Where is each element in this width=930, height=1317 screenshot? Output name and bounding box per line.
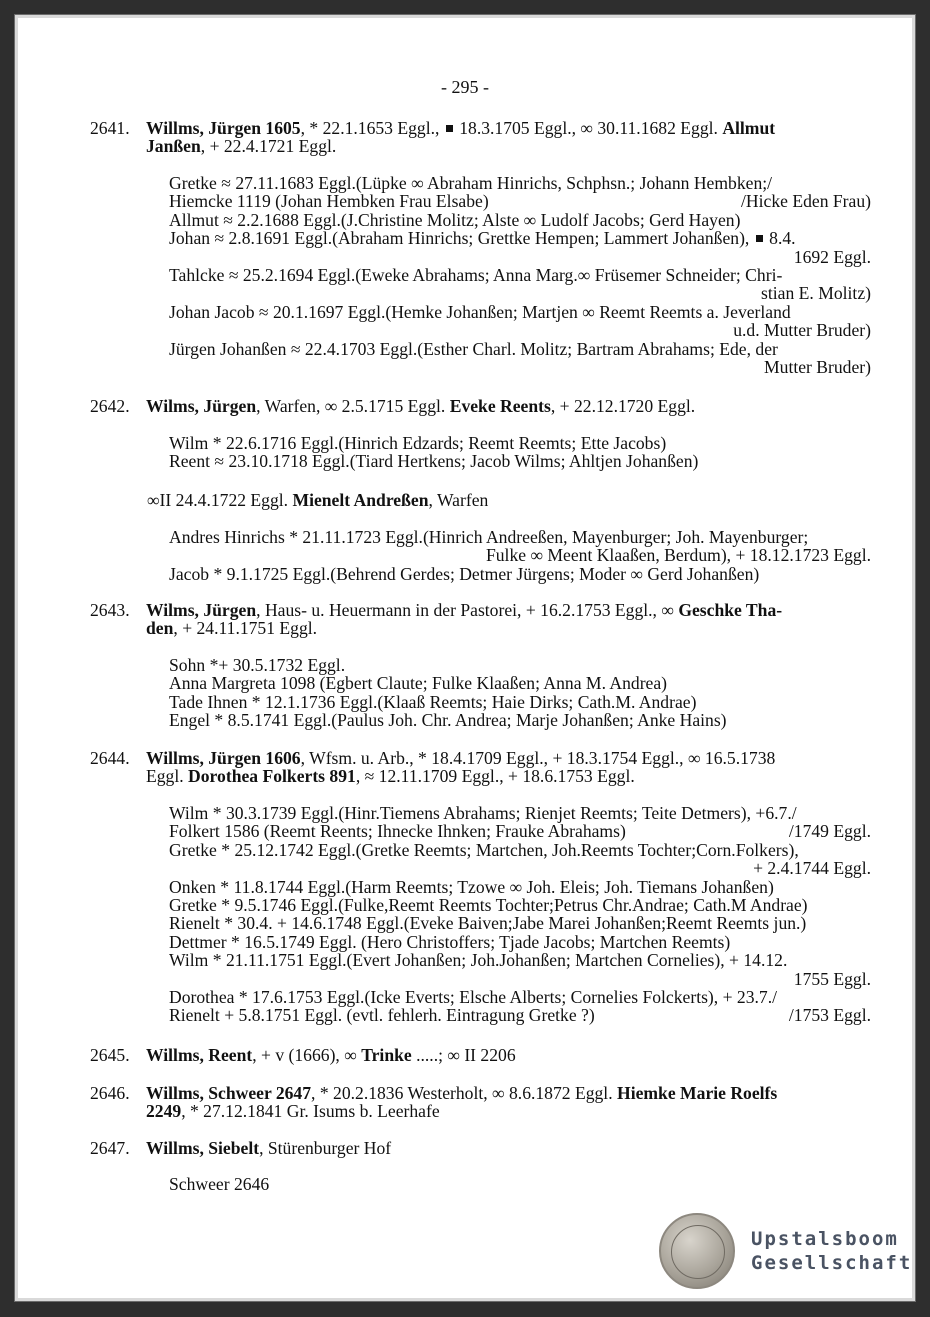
child-text: Folkert 1586 (Reemt Reents; Ihnecke Ihnken; Frauke Abrahams) — [169, 821, 626, 842]
child-line — [169, 229, 871, 247]
spouse-name: Dorothea Folkerts 891 — [188, 766, 356, 787]
entry-name: Wilms, Jürgen — [146, 396, 257, 416]
child-line: Wilm * 21.11.1751 Eggl.(Evert Johanßen; Joh.Johanßen; Martchen Cornelies), + 14.12. — [169, 950, 788, 971]
child-line: Rienelt * 30.4. + 14.6.1748 Eggl.(Eveke Baiven;Jabe Marei Johanßen;Reemt Reemts jun.) — [169, 913, 807, 934]
child-line: Gretke * 9.5.1746 Eggl.(Fulke,Reemt Reemts Tochter;Petrus Chr.Andrae; Cath.M Andrae) — [169, 895, 808, 916]
child-line: Mutter Bruder) — [764, 357, 871, 378]
entry-number: 2641. — [90, 118, 130, 138]
society-logo — [659, 1213, 913, 1298]
entry-name: Willms, Siebelt — [146, 1138, 260, 1158]
child-line: 1692 Eggl. — [793, 246, 871, 267]
entry-heading — [146, 119, 856, 156]
spouse-name: Geschke Tha- — [678, 600, 783, 620]
children-2643 — [169, 656, 871, 730]
spouse-name: Hiemke Marie Roelfs — [617, 1083, 778, 1103]
entry-text: , Wfsm. u. Arb., * 18.4.1709 Eggl., + 18.3.1754 Eggl., ∞ 16.5.1738 — [300, 748, 776, 768]
page-number: - 295 - — [441, 77, 489, 97]
spouse-name: den — [146, 618, 174, 639]
child-line: Wilm * 22.6.1716 Eggl.(Hinrich Edzards; Reemt Reemts; Ette Jacobs) — [169, 433, 667, 453]
child-line: 1755 Eggl. — [793, 968, 871, 989]
entry-number: 2647. — [90, 1138, 130, 1158]
entry-text: , + 24.11.1751 Eggl. — [173, 618, 318, 639]
society-name-line: Upstalsboom — [751, 1228, 899, 1250]
children-2644 — [169, 804, 871, 1025]
entry-heading — [146, 601, 856, 638]
entry-text: , + 22.4.1721 Eggl. — [200, 136, 337, 157]
child-line: Sohn *+ 30.5.1732 Eggl. — [169, 655, 346, 675]
child-line: Fulke ∞ Meent Klaaßen, Berdum), + 18.12.1723 Eggl. — [485, 545, 871, 566]
children-2641 — [169, 174, 871, 376]
document-page — [14, 14, 916, 1302]
entry-text: , Haus- u. Heuermann in der Pastorei, + 16.2.1753 Eggl., ∞ — [256, 600, 674, 620]
entry-heading — [146, 1139, 856, 1157]
child-text: Hiemcke 1119 (Johan Hembken Frau Elsabe) — [169, 191, 489, 212]
entry-text: Eggl. — [146, 766, 184, 787]
spouse-name: Trinke — [361, 1045, 412, 1065]
spouse-name: Janßen — [146, 136, 201, 157]
entry-name: Willms, Jürgen 1605 — [146, 118, 301, 138]
burial-icon — [446, 125, 453, 132]
children-2642 — [169, 434, 871, 471]
child-line: + 2.4.1744 Eggl. — [753, 858, 871, 879]
second-marriage — [147, 490, 488, 511]
child-line: Dettmer * 16.5.1749 Eggl. (Hero Christoffers; Tjade Jacobs; Martchen Reemts) — [169, 931, 731, 952]
entry-name: Willms, Schweer 2647 — [146, 1083, 312, 1103]
child-line — [169, 822, 871, 840]
entry-name: Willms, Jürgen 1606 — [146, 748, 301, 768]
entry-heading — [146, 397, 856, 415]
child-line — [169, 192, 871, 210]
child-text: 8.4. — [769, 228, 796, 249]
entry-text: , + v (1666), ∞ — [252, 1045, 357, 1065]
entry-text: , * 20.2.1836 Westerholt, ∞ 8.6.1872 Eggl. — [311, 1083, 613, 1103]
child-line: Reent ≈ 23.10.1718 Eggl.(Tiard Hertkens; Jacob Wilms; Ahltjen Johanßen) — [169, 451, 699, 472]
child-line: Tade Ihnen * 12.1.1736 Eggl.(Klaaß Reemts; Haie Dirks; Cath.M. Andrae) — [169, 691, 697, 712]
child-line: Gretke * 25.12.1742 Eggl.(Gretke Reemts; Martchen, Joh.Reemts Tochter;Corn.Folkers), — [169, 839, 799, 860]
child-line: Gretke ≈ 27.11.1683 Eggl.(Lüpke ∞ Abraham Hinrichs, Schphsn.; Johann Hembken;/ — [169, 173, 773, 193]
entry-name: Willms, Reent — [146, 1045, 253, 1065]
society-name — [751, 1227, 912, 1275]
child-text: /Hicke Eden Frau) — [741, 191, 871, 212]
child-line: Jürgen Johanßen ≈ 22.4.1703 Eggl.(Esther Charl. Molitz; Bartram Abrahams; Ede, der — [169, 338, 778, 359]
child-text: /1753 Eggl. — [788, 1005, 871, 1026]
entry-number: 2645. — [90, 1045, 130, 1065]
child-line: Engel * 8.5.1741 Eggl.(Paulus Joh. Chr. Andrea; Marje Johanßen; Anke Hains) — [169, 710, 727, 731]
burial-icon — [756, 235, 763, 242]
child-line: Allmut ≈ 2.2.1688 Eggl.(J.Christine Molitz; Alste ∞ Ludolf Jacobs; Gerd Hayen) — [169, 209, 741, 230]
entry-name: Wilms, Jürgen — [146, 600, 257, 620]
entry-text: , ≈ 12.11.1709 Eggl., + 18.6.1753 Eggl. — [355, 766, 635, 787]
spouse-name: Mienelt Andreßen — [292, 490, 429, 510]
child-text: Johan ≈ 2.8.1691 Eggl.(Abraham Hinrichs; Grettke Hempen; Lammert Johanßen), — [169, 228, 750, 249]
entry-heading — [146, 749, 856, 786]
entry-heading — [146, 1046, 856, 1064]
marriage-text: , Warfen — [428, 490, 489, 510]
child-line: Andres Hinrichs * 21.11.1723 Eggl.(Hinrich Andreeßen, Mayenburger; Joh. Mayenburger; — [169, 527, 809, 547]
entry-text: 18.3.1705 Eggl., ∞ 30.11.1682 Eggl. — [459, 118, 718, 138]
seal-icon — [659, 1213, 735, 1289]
child-line — [169, 1006, 871, 1024]
child-line: Schweer 2646 — [169, 1174, 270, 1194]
entry-text: , Stürenburger Hof — [259, 1138, 392, 1158]
children-2647 — [169, 1175, 871, 1193]
entry-number: 2644. — [90, 748, 130, 768]
spouse-name: 2249 — [146, 1101, 182, 1122]
entry-text: .....; ∞ II 2206 — [411, 1045, 516, 1065]
child-line: Jacob * 9.1.1725 Eggl.(Behrend Gerdes; Detmer Jürgens; Moder ∞ Gerd Johanßen) — [169, 563, 760, 584]
entry-number: 2646. — [90, 1083, 130, 1103]
entry-number: 2643. — [90, 600, 130, 620]
children-2642-second — [169, 528, 871, 583]
child-line: Johan Jacob ≈ 20.1.1697 Eggl.(Hemke Johanßen; Martjen ∞ Reemt Reemts a. Jeverland — [169, 301, 791, 322]
entry-text: , * 27.12.1841 Gr. Isums b. Leerhafe — [181, 1101, 440, 1122]
child-line: Anna Margreta 1098 (Egbert Claute; Fulke Klaaßen; Anna M. Andrea) — [169, 673, 668, 694]
child-text: /1749 Eggl. — [788, 821, 871, 842]
entry-text: , Warfen, ∞ 2.5.1715 Eggl. — [256, 396, 446, 416]
spouse-name: Eveke Reents — [449, 396, 551, 416]
entry-heading — [146, 1084, 856, 1121]
child-line: stian E. Molitz) — [761, 283, 871, 304]
child-line: Onken * 11.8.1744 Eggl.(Harm Reemts; Tzowe ∞ Joh. Eleis; Joh. Tiemans Johanßen) — [169, 876, 774, 897]
child-line: Tahlcke ≈ 25.2.1694 Eggl.(Eweke Abrahams; Anna Marg.∞ Früsemer Schneider; Chri- — [169, 265, 783, 286]
child-text: Rienelt + 5.8.1751 Eggl. (evtl. fehlerh. Eintragung Gretke ?) — [169, 1005, 595, 1026]
entry-number: 2642. — [90, 396, 130, 416]
society-name-line: Gesellschaft — [751, 1252, 913, 1274]
entry-text: , * 22.1.1653 Eggl., — [300, 118, 440, 138]
spouse-name: Allmut — [722, 118, 776, 138]
child-line: Dorothea * 17.6.1753 Eggl.(Icke Everts; Elsche Alberts; Cornelies Folckerts), + 23.7./ — [169, 987, 777, 1008]
marriage-text: ∞II 24.4.1722 Eggl. — [147, 490, 289, 510]
entry-text: , + 22.12.1720 Eggl. — [550, 396, 696, 416]
child-line: u.d. Mutter Bruder) — [733, 320, 871, 341]
child-line: Wilm * 30.3.1739 Eggl.(Hinr.Tiemens Abrahams; Rienjet Reemts; Teite Detmers), +6.7./ — [169, 803, 797, 823]
